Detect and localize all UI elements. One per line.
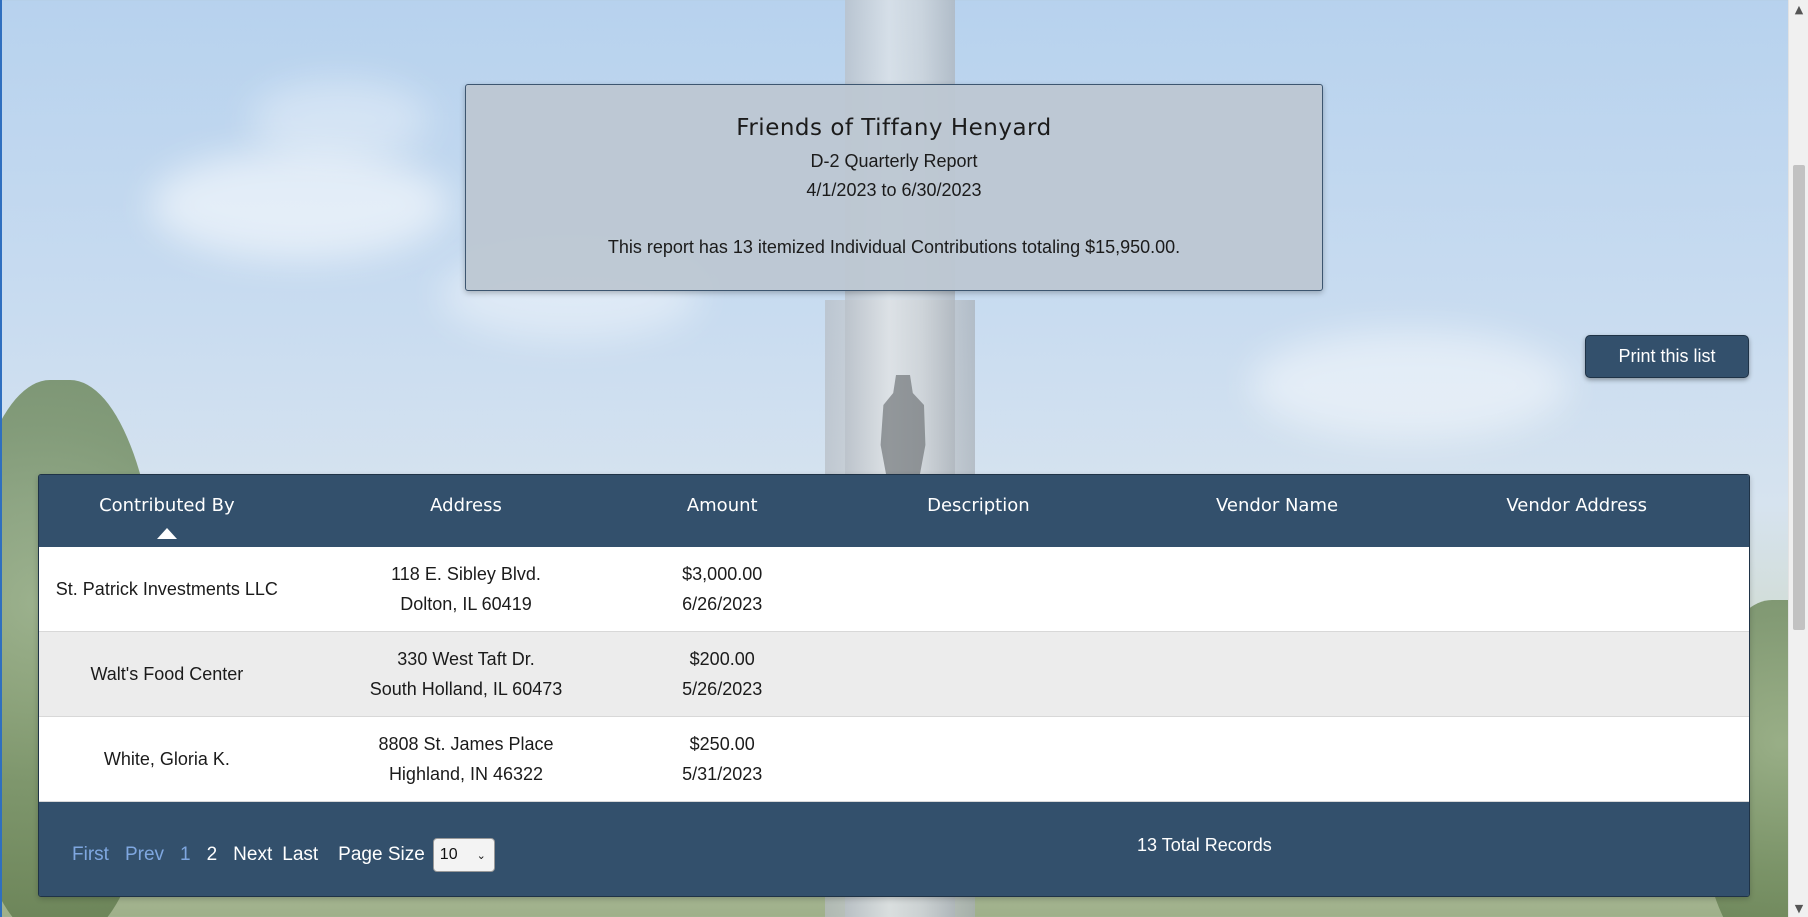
contributor-name: Walt's Food Center — [90, 664, 244, 684]
page-size-label: Page Size — [338, 844, 425, 865]
table-row — [39, 547, 1749, 632]
address-line1: 8808 St. James Place — [378, 734, 554, 754]
scroll-down-icon[interactable]: ▼ — [1794, 901, 1804, 915]
column-header-contributed-by[interactable] — [39, 475, 295, 547]
scroll-up-icon[interactable]: ▲ — [1794, 2, 1804, 16]
pager-prev-link[interactable]: Prev — [124, 844, 165, 865]
address-line2: Dolton, IL 60419 — [400, 594, 532, 614]
report-subtitle: D-2 Quarterly Report — [810, 151, 978, 171]
column-label: Address — [430, 495, 502, 516]
contribution-date: 5/26/2023 — [682, 679, 763, 699]
page-size-select[interactable] — [433, 838, 495, 872]
contribution-date: 6/26/2023 — [682, 594, 763, 614]
column-header-vendor-address[interactable] — [1404, 475, 1749, 547]
column-label: Description — [927, 495, 1030, 516]
contributions-table — [38, 474, 1750, 897]
table-row — [39, 717, 1749, 802]
vertical-scrollbar[interactable] — [1788, 0, 1808, 917]
scroll-thumb[interactable] — [1793, 165, 1805, 630]
pager-last-link[interactable]: Last — [282, 844, 319, 865]
pager-page-2[interactable]: 2 — [206, 844, 218, 865]
pagination — [72, 838, 495, 872]
contributor-name: White, Gloria K. — [103, 749, 230, 769]
contribution-date: 5/31/2023 — [682, 764, 763, 784]
column-label: Amount — [686, 495, 758, 516]
column-label: Vendor Address — [1506, 495, 1648, 516]
column-header-description[interactable] — [807, 475, 1150, 547]
column-label: Vendor Name — [1216, 495, 1339, 516]
amount: $3,000.00 — [682, 564, 763, 584]
table-row — [39, 632, 1749, 717]
column-header-address[interactable] — [295, 475, 638, 547]
contributor-name: St. Patrick Investments LLC — [55, 579, 278, 599]
sort-ascending-icon — [157, 528, 177, 539]
address-line2: South Holland, IL 60473 — [369, 679, 563, 699]
print-list-button[interactable]: Print this list — [1585, 335, 1749, 378]
address-line2: Highland, IN 46322 — [388, 764, 544, 784]
column-label: Contributed By — [99, 495, 235, 516]
amount: $250.00 — [689, 734, 755, 754]
column-header-vendor-name[interactable] — [1150, 475, 1405, 547]
table-footer — [39, 802, 1749, 897]
address-line1: 118 E. Sibley Blvd. — [391, 564, 541, 584]
report-header-card — [465, 84, 1323, 291]
pager-next-link[interactable]: Next — [233, 844, 273, 865]
chevron-down-icon: ⌄ — [476, 848, 486, 862]
report-title: Friends of Tiffany Henyard — [736, 115, 1052, 141]
pager-first-link[interactable]: First — [72, 844, 109, 865]
page-size-value: 10 — [439, 846, 458, 863]
report-date-range: 4/1/2023 to 6/30/2023 — [806, 180, 982, 200]
amount: $200.00 — [689, 649, 755, 669]
address-line1: 330 West Taft Dr. — [397, 649, 535, 669]
column-header-amount[interactable] — [637, 475, 807, 547]
table-header — [39, 475, 1749, 547]
report-summary: This report has 13 itemized Individual Contributions totaling $15,950.00. — [607, 237, 1181, 257]
total-records: 13 Total Records — [1137, 835, 1272, 855]
pager-page-1[interactable]: 1 — [180, 844, 191, 865]
